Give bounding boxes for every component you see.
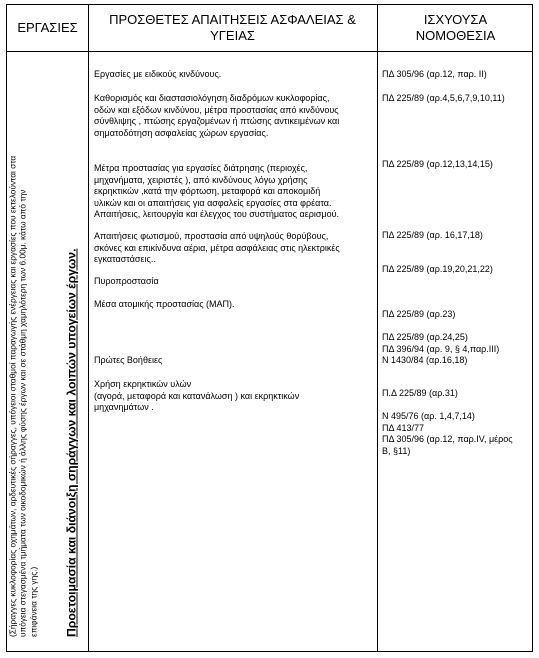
- legislation-item: [382, 159, 493, 171]
- requirement-line: Απαιτήσεις φωτισμού, προστασία από υψηλούς θορύβους,: [94, 231, 329, 241]
- requirement-line: Απαιτήσεις, λειτουργία και έλεγχος του συστήματος αερισμού.: [94, 209, 339, 219]
- legislation-item: [382, 332, 499, 367]
- legislation-line: ΠΔ 225/89 (αρ.24,25): [382, 332, 468, 342]
- requirement-line: εκρηκτικών ,κατά την φόρτωση, μεταφορά και αποκομιδή: [94, 186, 321, 197]
- legislation-line: ΠΔ 413/77: [382, 422, 425, 433]
- requirement-line: σύνθλιψης , πτώσης εργαζομένων ή πτώσης αντικειμένων και: [94, 116, 340, 127]
- requirement-line: Χρήση εκρηκτικών υλών: [94, 379, 192, 389]
- requirement-line: Καθορισμός και διαστασιολόγηση διαδρόμων κυκλοφορίας,: [94, 93, 330, 103]
- legislation-line: ΠΔ 225/89 (αρ.12,13,14,15): [382, 159, 493, 169]
- header-legislation: [377, 5, 534, 51]
- legislation-line: ΠΔ 225/89 (αρ.19,20,21,22): [382, 264, 493, 274]
- requirement-item: [94, 231, 340, 266]
- legislation-item: [382, 69, 487, 81]
- works-note-line: υπόγεια στεγασμένα τμήματα των οικοδομικών ή άλλης φύσης έργων και σε στάθμη χαμηλότερη των 6.00μ. κάτω από την: [17, 189, 28, 637]
- legislation-item: [382, 411, 513, 457]
- requirement-item: [94, 163, 331, 209]
- legislation-item: [382, 264, 493, 276]
- requirement-item: [94, 379, 299, 414]
- requirement-line: Εργασίες με ειδικούς κινδύνους.: [94, 69, 222, 79]
- column-divider: [377, 5, 378, 651]
- requirement-line: σκόνες και επικίνδυνα αέρια, μέτρα ασφάλειας στις ηλεκτρικές: [94, 242, 340, 253]
- works-note-line: επιφάνεια της γης.): [27, 566, 38, 637]
- requirement-item: [94, 276, 159, 288]
- header-requirements-line2: ΥΓΕΙΑΣ: [210, 28, 255, 43]
- header-works: [7, 5, 88, 51]
- header-legislation-line2: ΝΟΜΟΘΕΣΙΑ: [415, 28, 496, 43]
- requirement-line: υλικών και οι απαιτήσεις για ασφαλείς εργασίες στα φρέατα.: [94, 197, 332, 208]
- legislation-item: [382, 230, 483, 242]
- requirement-line: Μέσα ατομικής προστασίας (ΜΑΠ).: [94, 299, 235, 309]
- requirement-item: [94, 299, 235, 311]
- legislation-line: Β, §11): [382, 445, 411, 456]
- requirement-line: μηχανημάτων .: [94, 402, 154, 413]
- legislation-line: ΠΔ 305/96 (αρ.12, παρ.IV, μέρος: [382, 434, 513, 445]
- works-cell: [7, 52, 88, 652]
- requirement-line: σηματοδότηση ασφαλείας χώρων εργασίας.: [94, 127, 269, 138]
- requirement-line: Μέτρα προστασίας για εργασίες διάτρησης (περιοχές,: [94, 163, 308, 173]
- legislation-line: ΠΔ 225/89 (αρ.4,5,6,7,9,10,11): [382, 93, 505, 103]
- header-works-label: ΕΡΓΑΣΙΕΣ: [17, 20, 78, 35]
- legislation-item: [382, 309, 455, 321]
- legislation-line: ΠΔ 225/89 (αρ.23): [382, 309, 456, 319]
- requirement-item: [94, 209, 339, 221]
- requirement-item: [94, 69, 221, 81]
- legislation-line: Ν 1430/84 (αρ.16,18): [382, 355, 468, 366]
- header-requirements-line1: ΠΡΟΣΘΕΤΕΣ ΑΠΑΙΤΗΣΕΙΣ ΑΣΦΑΛΕΙΑΣ &: [109, 12, 356, 27]
- header-requirements: [88, 5, 377, 51]
- works-title-text: Προετοιμασία και διάνοιξη σηράγγων και λοιπών υπογείων έργων.: [64, 248, 78, 637]
- legislation-line: ΠΔ 225/89 (αρ. 16,17,18): [382, 230, 483, 240]
- requirement-line: μηχανήματα, χειριστές ), από κινδύνους λόγω χρήσης: [94, 174, 308, 185]
- header-legislation-line1: ΙΣΧΥΟΥΣΑ: [423, 12, 488, 27]
- requirements-table: [6, 4, 533, 652]
- works-title: [64, 249, 78, 637]
- requirement-line: εγκαταστάσεις..: [94, 254, 156, 265]
- legislation-item: [382, 93, 505, 105]
- requirement-line: Πυροπροστασία: [94, 276, 159, 286]
- legislation-line: Π.Δ 225/89 (αρ.31): [382, 388, 458, 398]
- requirement-line: Πρώτες Βοήθειες: [94, 355, 163, 365]
- works-note-line: (Σήραγγες κυκλοφορίας οχημάτων, αρδευτικές σήραγγες, υπόγειοι σταθμοί παραγωγής ενέργειας και εργασίες που εκτελούνται στα: [7, 155, 17, 637]
- requirement-item: [94, 93, 339, 139]
- requirement-item: [94, 355, 162, 367]
- legislation-line: ΠΔ 305/96 (αρ.12, παρ. ΙΙ): [382, 69, 487, 79]
- works-note: [7, 156, 38, 637]
- legislation-line: ΠΔ 396/94 (αρ. 9, § 4,παρ.ΙΙΙ): [382, 343, 500, 354]
- requirement-line: (αγορά, μεταφορά και κατανάλωση ) και εκρηκτικών: [94, 390, 300, 401]
- legislation-item: [382, 388, 458, 400]
- requirement-line: οδών και εξόδων κινδύνου, μέτρα προστασίας από κινδύνους: [94, 104, 339, 115]
- legislation-line: Ν 495/76 (αρ. 1,4,7,14): [382, 411, 475, 421]
